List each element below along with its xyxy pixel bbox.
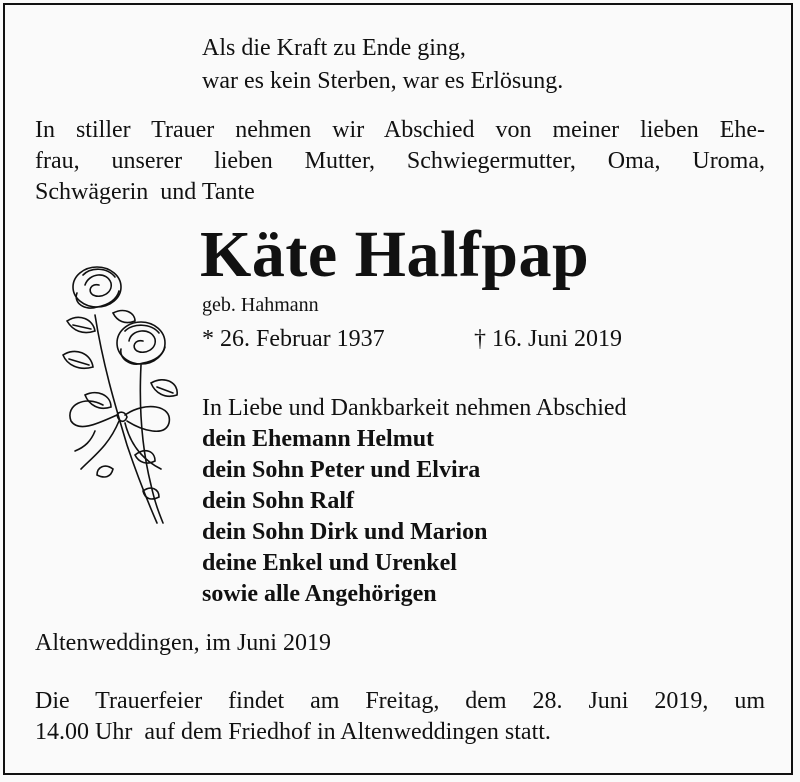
death-date: † 16. Juni 2019 [474,326,623,352]
intro-line-1: In stiller Trauer nehmen wir Abschied von meiner lieben Ehe- [35,117,765,143]
mourner-5: deine Enkel und Urenkel [202,550,457,576]
birth-name: geb. Hahmann [202,294,319,316]
intro-line-3: Schwägerin und Tante [35,179,255,205]
funeral-line-2: 14.00 Uhr auf dem Friedhof in Altenweddingen statt. [35,719,551,745]
intro-line-2: frau, unserer lieben Mutter, Schwiegermutter, Oma, Uroma, [35,148,765,174]
intro-text [35,115,765,208]
funeral-notice [35,686,765,748]
motto [202,32,563,98]
funeral-line-1: Die Trauerfeier findet am Freitag, dem 28. Juni 2019, um [35,688,765,714]
mourner-2: dein Sohn Peter und Elvira [202,457,481,483]
motto-line-2: war es kein Sterben, war es Erlösung. [202,68,564,94]
mourner-4: dein Sohn Dirk und Marion [202,519,488,545]
mourner-6: sowie alle Angehörigen [202,581,437,607]
farewell-line: In Liebe und Dankbarkeit nehmen Abschied [202,395,627,421]
deceased-name: Käte Halfpap [200,218,590,291]
motto-line-1: Als die Kraft zu Ende ging, [202,35,466,61]
birth-date: * 26. Februar 1937 [202,326,385,352]
mourner-3: dein Sohn Ralf [202,488,355,514]
rose-bouquet-icon [55,255,185,530]
place-and-date: Altenweddingen, im Juni 2019 [35,630,331,656]
mourner-1: dein Ehemann Helmut [202,426,435,452]
